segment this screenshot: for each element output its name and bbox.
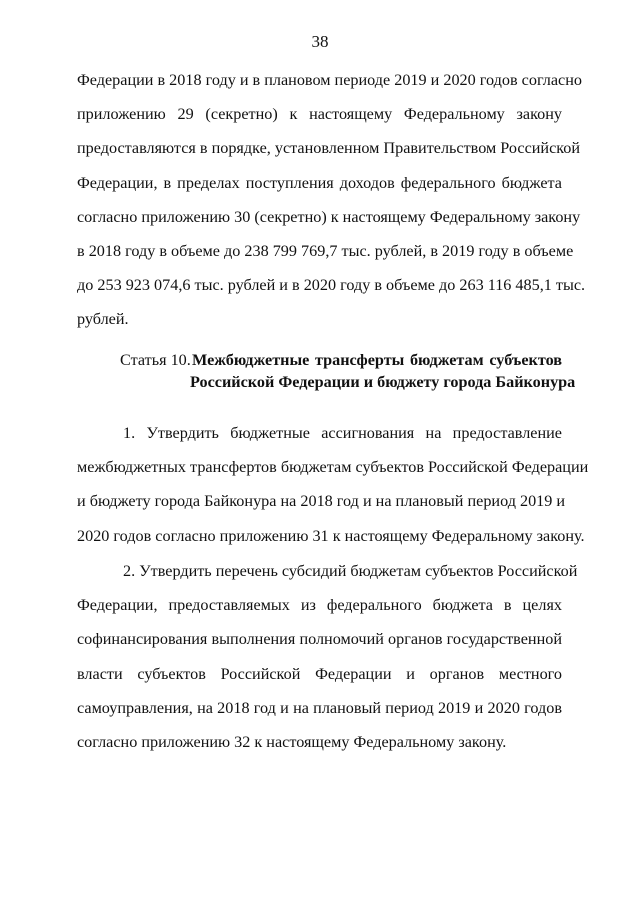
text-line: до 253 923 074,6 тыс. рублей и в 2020 году в объеме до 263 116 485,1 тыс. bbox=[77, 276, 586, 295]
text-line: власти субъектов Российской Федерации и органов местного bbox=[77, 664, 562, 683]
text-line: согласно приложению 32 к настоящему Федеральному закону. bbox=[77, 732, 507, 751]
article-title-line-1: Межбюджетные трансферты бюджетам субъектов bbox=[192, 351, 562, 369]
text-line: самоуправления, на 2018 год и на плановый период 2019 и 2020 годов bbox=[77, 698, 562, 717]
article-heading bbox=[120, 349, 576, 393]
paragraph-1 bbox=[77, 63, 586, 337]
text-line: 2020 годов согласно приложению 31 к настоящему Федеральному закону. bbox=[77, 526, 585, 545]
text-line: 2. Утвердить перечень субсидий бюджетам субъектов Российской bbox=[123, 562, 578, 580]
text-line: согласно приложению 30 (секретно) к настоящему Федеральному закону bbox=[77, 207, 581, 226]
text-line: софинансирования выполнения полномочий органов государственной bbox=[77, 630, 562, 649]
text-line: и бюджету города Байконура на 2018 год и на плановый период 2019 и bbox=[77, 492, 566, 511]
text-line: Федерации, в пределах поступления доходов федерального бюджета bbox=[77, 173, 562, 192]
article-title-line-2: Российской Федерации и бюджету города Байконура bbox=[190, 373, 576, 391]
paragraph-3 bbox=[77, 554, 578, 759]
text-line: приложению 29 (секретно) к настоящему Федеральному закону bbox=[77, 105, 562, 124]
text-line: предоставляются в порядке, установленном Правительством Российской bbox=[77, 139, 581, 158]
text-line: в 2018 году в объеме до 238 799 769,7 тыс. рублей, в 2019 году в объеме bbox=[77, 241, 574, 260]
text-line: 1. Утвердить бюджетные ассигнования на предоставление bbox=[123, 424, 562, 442]
article-label: Статья 10. bbox=[120, 351, 191, 369]
page-number: 38 bbox=[311, 32, 329, 51]
paragraph-2 bbox=[77, 416, 589, 553]
text-line: Федерации в 2018 году и в плановом периоде 2019 и 2020 годов согласно bbox=[77, 71, 582, 89]
text-line: рублей. bbox=[77, 310, 129, 329]
text-line: Федерации, предоставляемых из федерального бюджета в целях bbox=[77, 596, 562, 615]
text-line: межбюджетных трансфертов бюджетам субъектов Российской Федерации bbox=[77, 458, 589, 477]
